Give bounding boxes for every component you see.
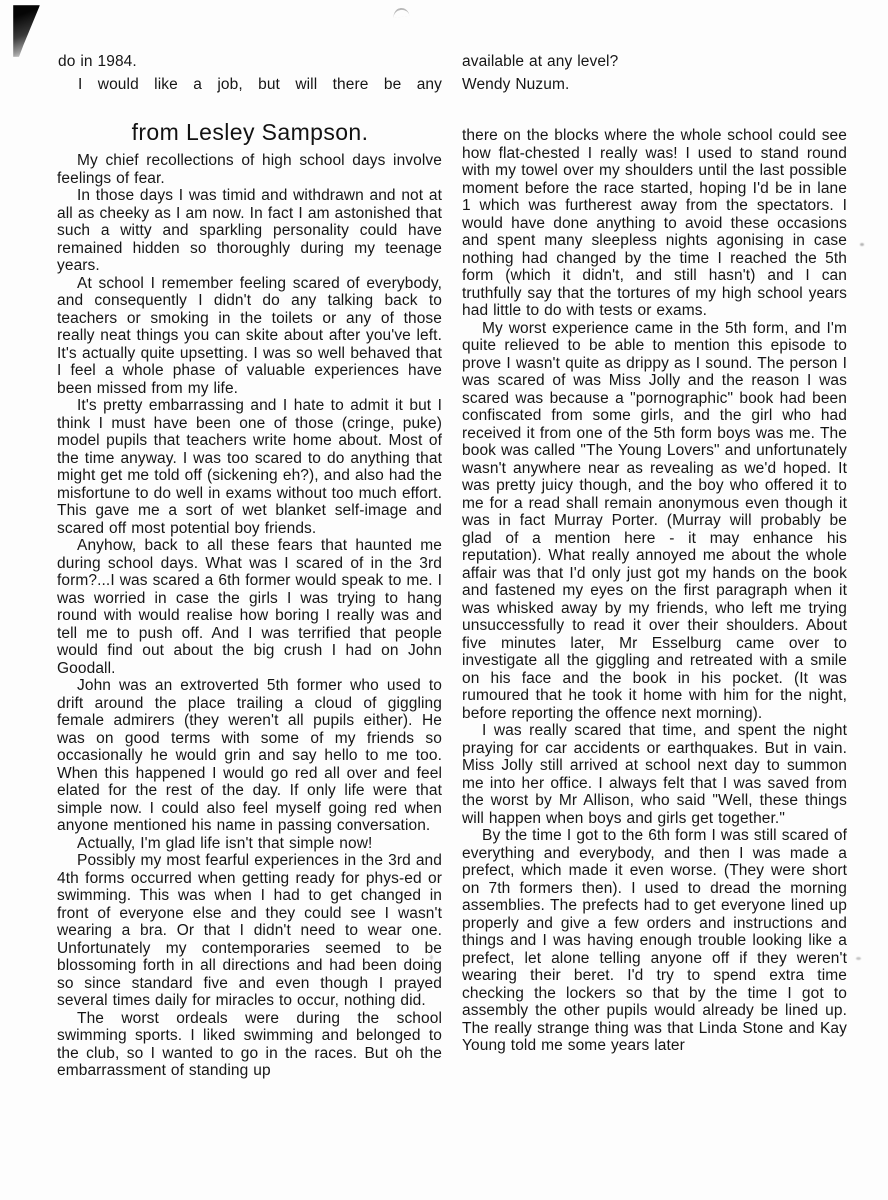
paragraph: there on the blocks where the whole school could see how flat-chested I really was! I used to stand round with my towel over my shoulders until the last possible moment before the race started, hoping I'd be in lane 1 which was furtherest away from the spectators. I would have done anything to avoid these occasions and spent many sleepless nights agonising in case nothing had changed by the time I reached the 5th form (which it didn't, and still hasn't) and I can truthfully say that the tortures of my high school years had little to do with tests or exams. [462, 127, 847, 319]
right-column [462, 127, 847, 1055]
paragraph: My worst experience came in the 5th form, and I'm quite relieved to be able to mention this episode to prove I wasn't quite as drippy as I sound. The person I was scared of was Miss Jolly and the reason I was scared was because a "pornographic" book had been confiscated from some girls, and the girl who had received it from one of the 5th form boys was me. The book was called "The Young Lovers" and unfortunately wasn't anywhere near as revealing as we'd hoped. It was pretty juicy though, and the boy who offered it to me for a read shall remain anonymous even though it was in fact Murray Porter. (Murray will probably be glad of a mention here - it may enhance his reputation). What really annoyed me about the whole affair was that I'd only just got my hands on the book and fastened my eyes on the first paragraph when it was whisked away by my friends, who left me trying unsuccessfully to read it over their shoulders. About five minutes later, Mr Esselburg came over to investigate all the giggling and retreated with a smile on his face and the book in his pocket. (It was rumoured that he took it home with him for the night, before reporting the offence next morning). [462, 319, 847, 722]
page-corner-shadow-artifact [13, 5, 40, 57]
paragraph: Possibly my most fearful experiences in the 3rd and 4th forms occurred when getting ready for phys-ed or swimming. This was when I had to get changed in front of everyone else and they could see I wasn't wearing a bra. Or that I didn't need to wear one. Unfortunately my contemporaries seemed to be blossoming forth in all directions and had been doing so since standard five and even though I prayed several times daily for miracles to occur, nothing did. [57, 852, 442, 1009]
paragraph: By the time I got to the 6th form I was still scared of everything and everybody, and then I was made a prefect, which made it even worse. (They were short on 7th formers then). I used to dread the morning assemblies. The prefects had to get everyone lined up properly and give a few orders and instructions and things and I was having enough trouble looking like a prefect, let alone telling anyone off if they weren't wearing their beret. I'd try to spend extra time checking the lockers so that by the time I got to assembly the other pupils would already be lined up. The really strange thing was that Linda Stone and Kay Young told me some years later [462, 827, 847, 1054]
paragraph: Anyhow, back to all these fears that haunted me during school days. What was I scared of in the 3rd form?...I was scared a 6th former would speak to me. I was worried in case the girls I was trying to hang round with would realise how boring I really was and tell me to push off. And I was terrified that people would find out about the big crush I had on John Goodall. [57, 537, 442, 677]
intro-question-continuation: available at any level? [462, 53, 619, 70]
paragraph: The worst ordeals were during the school swimming sports. I liked swimming and belonged to the club, so I wanted to go in the races. But oh the embarrassment of standing up [57, 1009, 442, 1079]
paragraph: I was really scared that time, and spent the night praying for car accidents or earthquakes. But in vain. Miss Jolly still arrived at school next day to summon me into her office. I always felt that I was saved from the worst by Mr Allison, who said "Well, these things will happen when boys and girls get together." [462, 722, 847, 827]
intro-left-block [58, 50, 442, 96]
intro-question-line: I would like a job, but will there be any [78, 76, 442, 93]
paragraph: In those days I was timid and withdrawn and not at all as cheeky as I am now. In fact I am astonished that such a witty and sparkling personality could have remained hidden so thoroughly during my teenage years. [57, 187, 442, 274]
left-column [57, 152, 442, 1080]
intro-carryover-line: do in 1984. [58, 53, 137, 70]
paragraph: It's pretty embarrassing and I hate to admit it but I think I must have been one of those (cringe, puke) model pupils that teachers write home about. Most of the time anyway. I was too scared to do anything that might get me told off (sickening eh?), and also had the misfortune to do well in exams without too much effort. This gave me a sort of wet blanket self-image and scared off most potential boy friends. [57, 397, 442, 537]
paragraph: At school I remember feeling scared of everybody, and consequently I didn't do any talking back to teachers or smoking in the toilets or any of those really neat things you can skite about after you've left. It's actually quite upsetting. I was so well behaved that I feel a whole phase of valuable experiences have been missed from my life. [57, 274, 442, 397]
scan-squiggle-mark [392, 7, 409, 18]
article-heading: from Lesley Sampson. [131, 119, 369, 145]
intro-right-block [462, 50, 844, 96]
paragraph: Actually, I'm glad life isn't that simple now! [77, 834, 373, 852]
paragraph: John was an extroverted 5th former who used to drift around the place trailing a cloud of giggling female admirers (they weren't all pupils either). He was on good terms with some of my friends so occasionally he would grin and say hello to me too. When this happened I would go red all over and feel elated for the rest of the day. If only life were that simple now. I could also feel myself going red when anyone mentioned his name in passing conversation. [57, 677, 442, 834]
scan-speck [856, 957, 861, 960]
scan-speck [860, 243, 864, 246]
signature-wendy-nuzum: Wendy Nuzum. [462, 76, 570, 93]
paragraph: My chief recollections of high school days involve feelings of fear. [57, 152, 442, 187]
